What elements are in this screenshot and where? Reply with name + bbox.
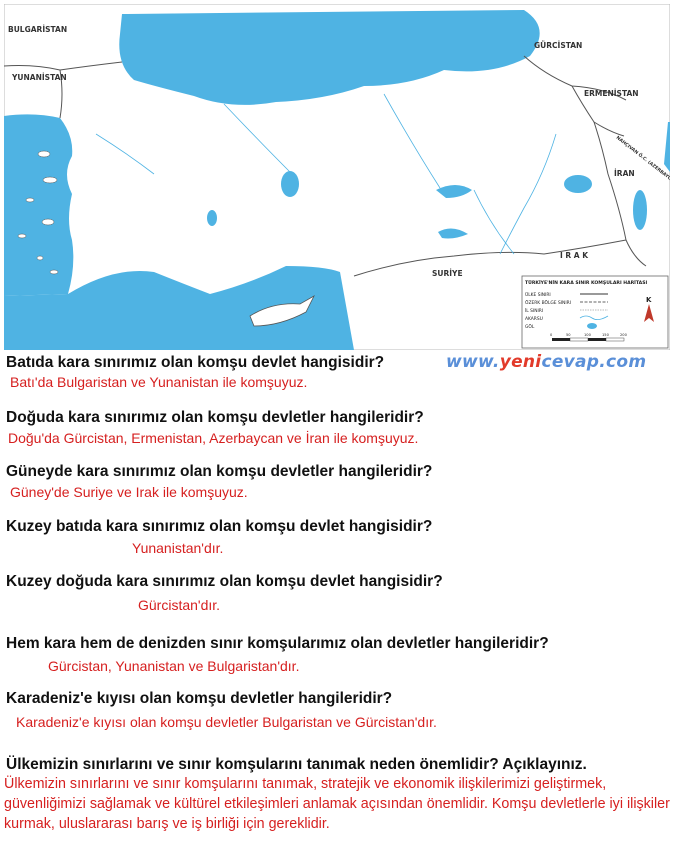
lake-urmia xyxy=(633,190,647,230)
label-armenia: ERMENİSTAN xyxy=(584,89,639,98)
answer-2: Doğu'da Gürcistan, Ermenistan, Azerbaycan ve İran ile komşuyuz. xyxy=(8,430,419,446)
north-label: K xyxy=(646,296,652,304)
legend-item: GÖL xyxy=(525,325,535,330)
question-8: Ülkemizin sınırlarını ve sınır komşularını tanımak neden önemlidir? Açıklayınız. xyxy=(6,756,587,773)
site-watermark: www.yenicevap.com xyxy=(446,352,647,372)
scale-label: 100 xyxy=(584,333,591,337)
lake-van xyxy=(564,175,592,193)
answer-3: Güney'de Suriye ve Irak ile komşuyuz. xyxy=(10,484,248,500)
label-syria: SURİYE xyxy=(432,269,463,278)
legend-title: TÜRKİYE'NİN KARA SINIR KOMŞULARI HARİTASI xyxy=(525,281,648,286)
legend-item: İL SINIRI xyxy=(525,309,544,314)
legend-item: ÖZERK BÖLGE SINIRI xyxy=(525,301,571,306)
turkey-neighbors-map xyxy=(4,4,670,350)
question-2: Doğuda kara sınırımız olan komşu devletler hangileridir? xyxy=(6,409,424,426)
answer-4: Yunanistan'dır. xyxy=(132,540,224,556)
scale-label: 0 xyxy=(550,333,553,337)
answer-5: Gürcistan'dır. xyxy=(138,597,221,613)
legend-item: AKARSU xyxy=(525,317,543,322)
question-4: Kuzey batıda kara sınırımız olan komşu devlet hangisidir? xyxy=(6,518,433,535)
label-bulgaria: BULGARİSTAN xyxy=(8,25,68,34)
question-3: Güneyde kara sınırımız olan komşu devletler hangileridir? xyxy=(6,463,433,480)
scale-label: 50 xyxy=(566,333,571,337)
question-6: Hem kara hem de denizden sınır komşularımız olan devletler hangileridir? xyxy=(6,635,549,652)
answer-7: Karadeniz'e kıyısı olan komşu devletler Bulgaristan ve Gürcistan'dır. xyxy=(16,714,437,730)
scale-label: 200 xyxy=(620,333,627,337)
label-iraq: I R A K xyxy=(560,251,589,260)
answer-6: Gürcistan, Yunanistan ve Bulgaristan'dır. xyxy=(48,658,300,674)
label-greece: YUNANİSTAN xyxy=(12,73,67,82)
label-georgia: GÜRCİSTAN xyxy=(534,41,583,50)
lake-tuz xyxy=(281,171,299,197)
label-iran: İRAN xyxy=(614,169,635,178)
lake-beysehir xyxy=(207,210,217,226)
answer-8: Ülkemizin sınırlarını ve sınır komşularını tanımak, stratejik ve ekonomik ilişkilerimizi geliştirmek, güvenliğimizi sağlamak ve kültürel etkileşimleri anlamak açısından önemlidir. Komşu devletlerle iyi ilişkiler kurmak, uluslararası barış ve iş birliği için gereklidir. xyxy=(4,776,670,832)
scale-label: 150 xyxy=(602,333,609,337)
map-legend xyxy=(522,276,668,348)
question-7: Karadeniz'e kıyısı olan komşu devletler hangileridir? xyxy=(6,690,393,707)
question-5: Kuzey doğuda kara sınırımız olan komşu devlet hangisidir? xyxy=(6,573,443,590)
question-1: Batıda kara sınırımız olan komşu devlet hangisidir? xyxy=(6,354,385,371)
legend-item: ÜLKE SINIRI xyxy=(525,293,551,298)
aegean-sea xyxy=(4,114,73,296)
answer-1: Batı'da Bulgaristan ve Yunanistan ile komşuyuz. xyxy=(10,374,308,390)
